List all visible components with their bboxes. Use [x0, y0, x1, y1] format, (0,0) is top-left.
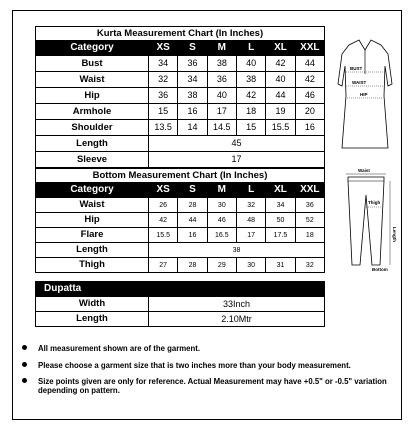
list-item [22, 377, 392, 396]
cell: 32 [236, 198, 265, 213]
row-label: Hip [36, 88, 149, 104]
header-xl: XL [266, 41, 295, 56]
cell: 40 [207, 88, 236, 104]
table-row [36, 198, 325, 213]
cell: 27 [149, 258, 178, 273]
cell: 44 [266, 88, 295, 104]
header-xxl: XXL [295, 183, 324, 198]
cell: 46 [295, 88, 324, 104]
row-label: Thigh [36, 258, 149, 273]
cell: 28 [178, 198, 207, 213]
list-item [22, 344, 392, 353]
cell: 32 [149, 72, 178, 88]
row-label: Sleeve [36, 152, 149, 168]
row-label: Length [36, 243, 149, 258]
cell: 44 [178, 213, 207, 228]
cell: 34 [149, 56, 178, 72]
cell: 31 [266, 258, 295, 273]
cell: 16 [295, 120, 324, 136]
dupatta-title: Dupatta [36, 282, 325, 297]
table-row [36, 104, 325, 120]
cell: 20 [295, 104, 324, 120]
cell: 29 [207, 258, 236, 273]
cell: 42 [266, 56, 295, 72]
header-category: Category [36, 183, 149, 198]
table-row [36, 56, 325, 72]
header-category: Category [36, 41, 149, 56]
cell: 34 [266, 198, 295, 213]
cell: 40 [236, 56, 265, 72]
dupatta-header-row [36, 282, 325, 297]
bottom-hem-label: Bottom [372, 267, 388, 272]
bottom-illustration [330, 165, 400, 275]
table-row [36, 258, 325, 273]
kurta-illustration [330, 36, 400, 156]
cell: 14 [178, 120, 207, 136]
table-row [36, 312, 325, 327]
header-m: M [207, 41, 236, 56]
cell: 42 [295, 72, 324, 88]
header-s: S [178, 183, 207, 198]
header-s: S [178, 41, 207, 56]
bullet-icon [22, 345, 27, 350]
cell: 42 [149, 213, 178, 228]
notes-list [22, 344, 392, 399]
cell: 19 [266, 104, 295, 120]
bottom-table-title: Bottom Measurement Chart (In Inches) [36, 169, 325, 183]
kurta-table-title: Kurta Measurement Chart (In Inches) [36, 27, 325, 41]
cell: 15 [236, 120, 265, 136]
cell: 40 [266, 72, 295, 88]
cell: 33Inch [149, 297, 325, 312]
bottom-length-label: Length [392, 227, 397, 242]
note-text: Size points given are only for reference. Actual Measurement may have +0.5" or -0.5" variation depending on pattern. [38, 376, 387, 396]
cell: 16 [178, 228, 207, 243]
cell: 45 [149, 136, 325, 152]
cell: 16 [178, 104, 207, 120]
cell: 48 [236, 213, 265, 228]
header-l: L [236, 183, 265, 198]
cell: 36 [149, 88, 178, 104]
cell: 13.5 [149, 120, 178, 136]
table-row [36, 297, 325, 312]
bottom-table [35, 168, 325, 273]
header-xs: XS [149, 183, 178, 198]
dupatta-table [35, 281, 325, 327]
cell: 28 [178, 258, 207, 273]
row-label: Waist [36, 72, 149, 88]
kurta-table [35, 26, 325, 168]
header-xl: XL [266, 183, 295, 198]
bottom-header-row [36, 183, 325, 198]
kurta-hip-label: HIP [360, 92, 368, 97]
cell: 36 [178, 56, 207, 72]
cell: 18 [295, 228, 324, 243]
kurta-waist-label: WAIST [352, 80, 367, 85]
cell: 17 [236, 228, 265, 243]
cell: 38 [236, 72, 265, 88]
cell: 44 [295, 56, 324, 72]
row-label: Shoulder [36, 120, 149, 136]
header-m: M [207, 183, 236, 198]
cell: 32 [295, 258, 324, 273]
cell: 38 [207, 56, 236, 72]
cell: 17 [149, 152, 325, 168]
cell: 52 [295, 213, 324, 228]
bottom-thigh-label: Thigh [368, 200, 381, 205]
cell: 16.5 [207, 228, 236, 243]
row-label: Waist [36, 198, 149, 213]
table-row [36, 228, 325, 243]
cell: 42 [236, 88, 265, 104]
cell: 30 [207, 198, 236, 213]
row-label: Length [36, 136, 149, 152]
cell: 30 [236, 258, 265, 273]
cell: 38 [178, 88, 207, 104]
row-label: Width [36, 297, 149, 312]
cell: 34 [178, 72, 207, 88]
bullet-icon [22, 362, 27, 367]
cell: 38 [149, 243, 325, 258]
table-row [36, 243, 325, 258]
table-row [36, 88, 325, 104]
bottom-waist-label: Waist [358, 168, 370, 173]
cell: 36 [295, 198, 324, 213]
cell: 36 [207, 72, 236, 88]
note-text: Please choose a garment size that is two inches more than your body measurement. [38, 361, 351, 371]
cell: 17 [207, 104, 236, 120]
header-xs: XS [149, 41, 178, 56]
row-label: Length [36, 312, 149, 327]
bullet-icon [22, 378, 27, 383]
cell: 2.10Mtr [149, 312, 325, 327]
list-item [22, 361, 392, 370]
note-text: All measurement shown are of the garment. [38, 344, 201, 353]
row-label: Flare [36, 228, 149, 243]
table-row [36, 120, 325, 136]
cell: 15 [149, 104, 178, 120]
row-label: Hip [36, 213, 149, 228]
table-row [36, 136, 325, 152]
cell: 14.5 [207, 120, 236, 136]
table-row [36, 213, 325, 228]
kurta-header-row [36, 41, 325, 56]
kurta-bust-label: BUST [350, 66, 363, 71]
row-label: Armhole [36, 104, 149, 120]
header-l: L [236, 41, 265, 56]
cell: 15.5 [149, 228, 178, 243]
cell: 17.5 [266, 228, 295, 243]
table-row [36, 72, 325, 88]
row-label: Bust [36, 56, 149, 72]
table-row [36, 152, 325, 168]
header-xxl: XXL [295, 41, 324, 56]
cell: 50 [266, 213, 295, 228]
cell: 15.5 [266, 120, 295, 136]
cell: 18 [236, 104, 265, 120]
cell: 26 [149, 198, 178, 213]
cell: 46 [207, 213, 236, 228]
